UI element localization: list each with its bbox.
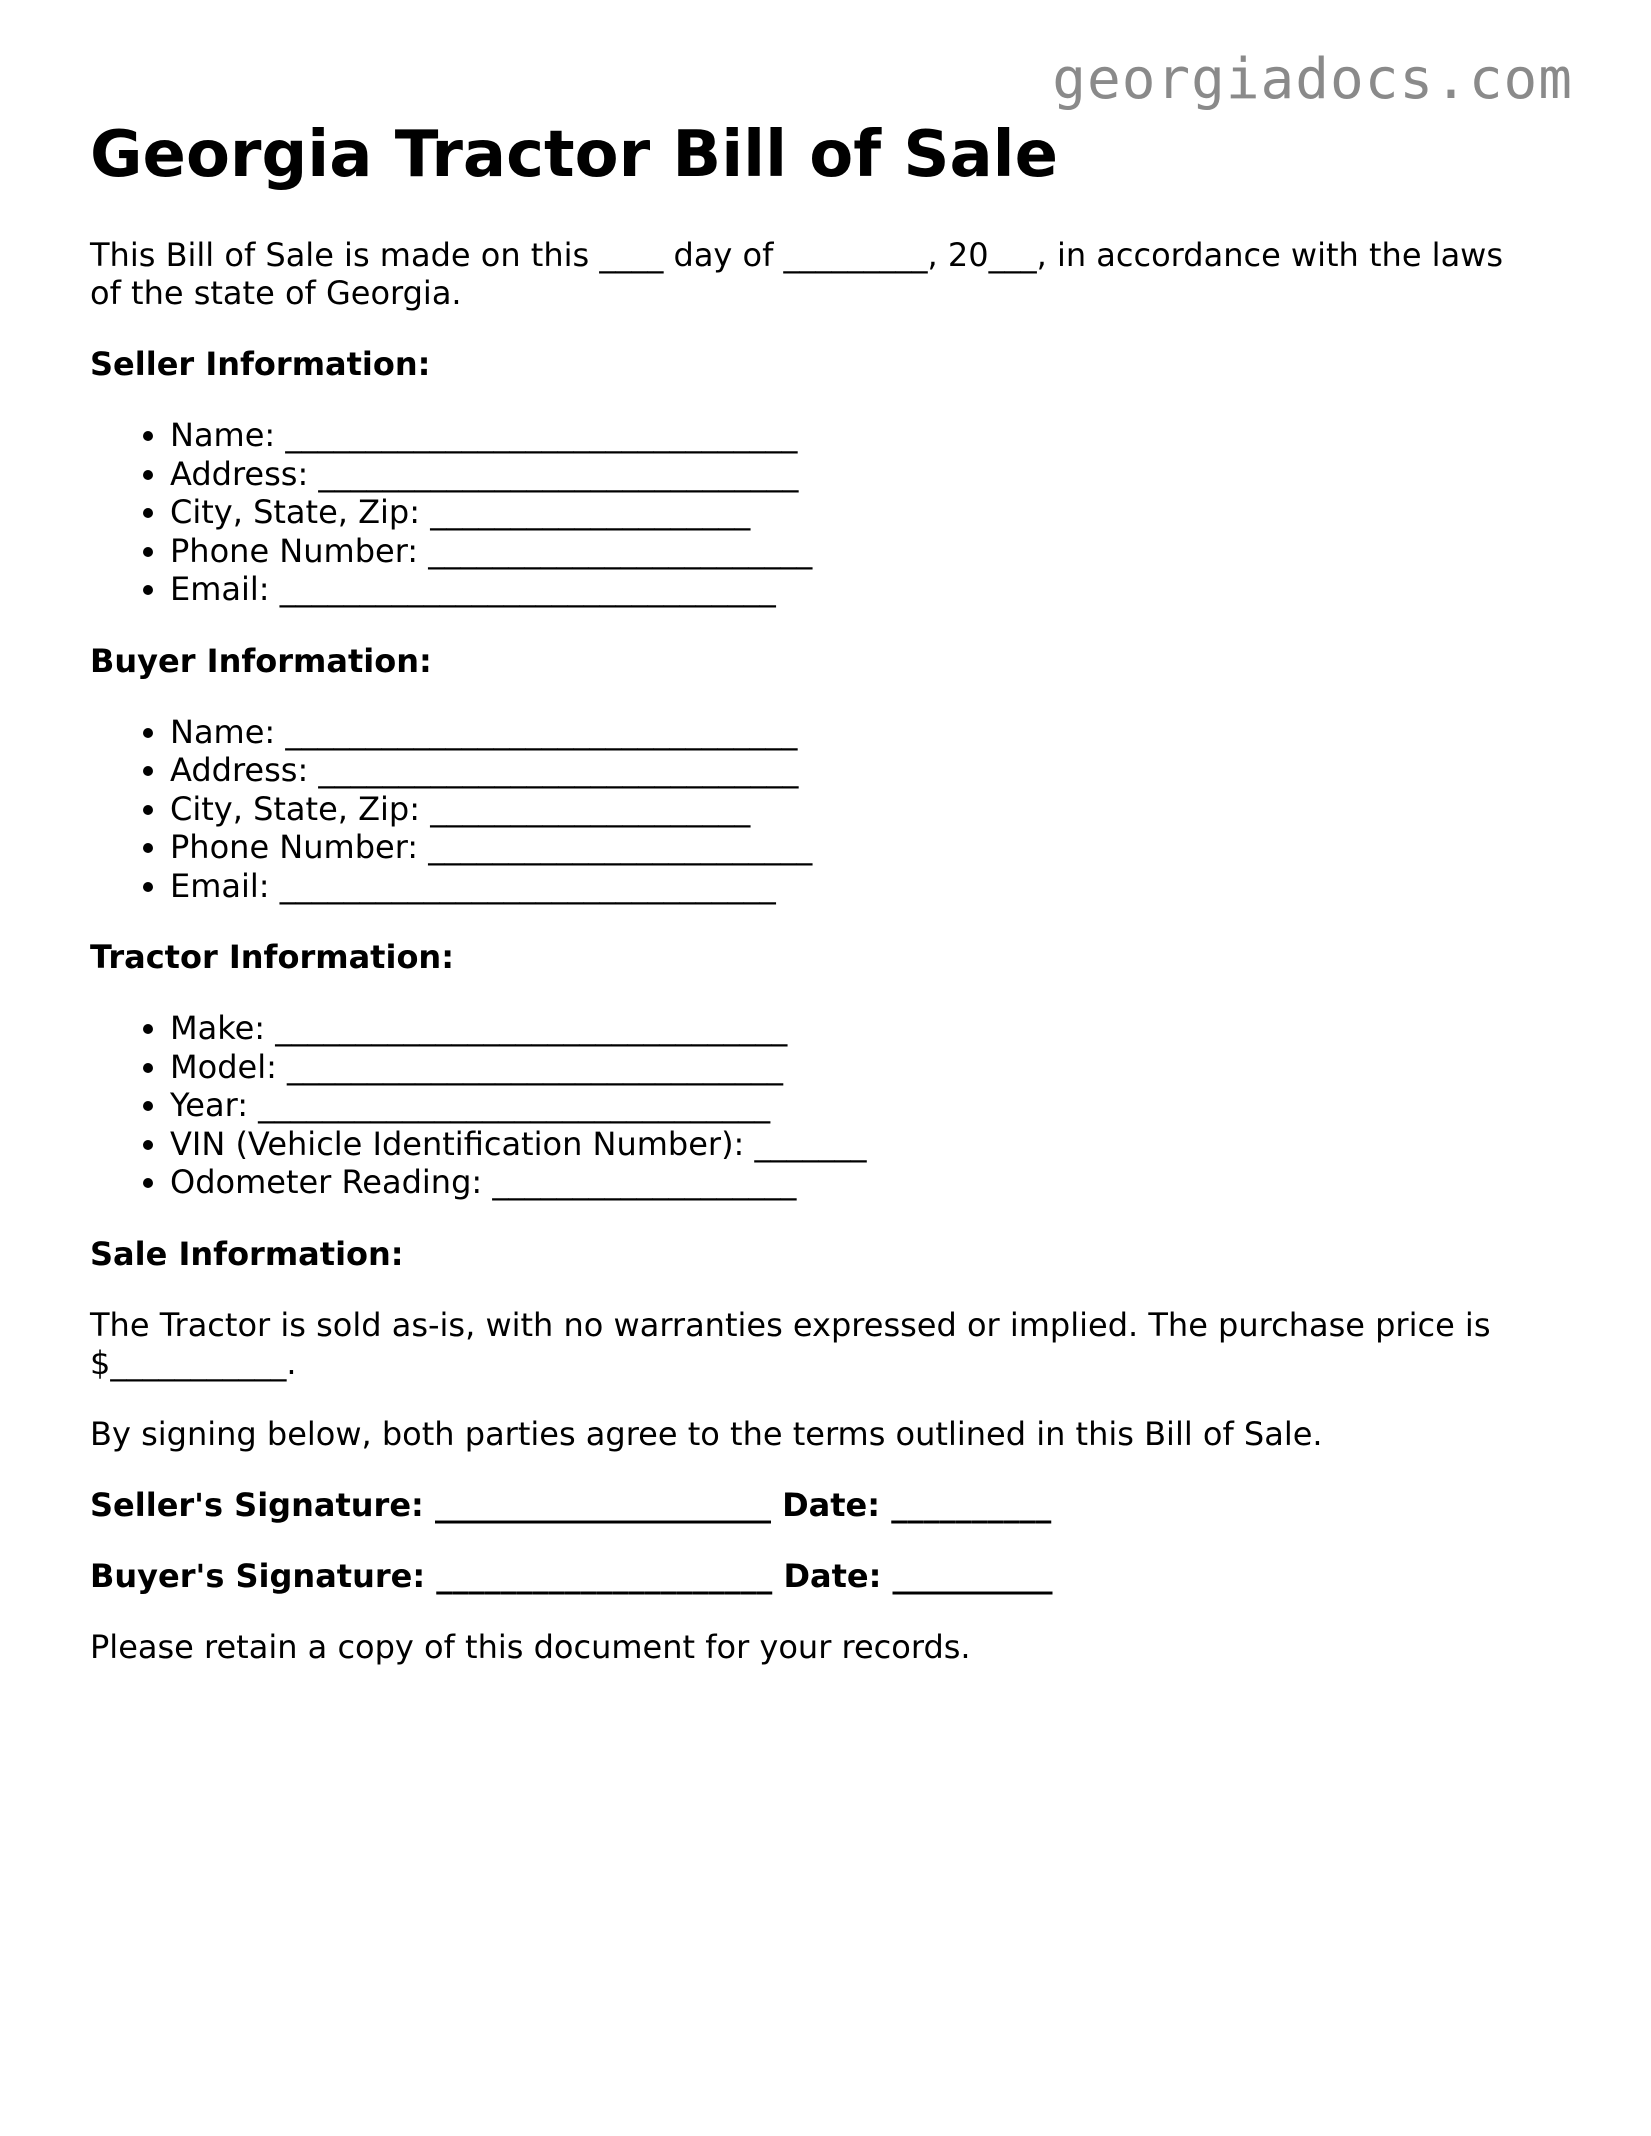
intro-paragraph: This Bill of Sale is made on this ____ day of _________, 20___, in accordance with the laws of the state of Georgia. (90, 236, 1504, 312)
tractor-heading: Tractor Information: (90, 938, 454, 976)
buyer-phone-field: • Phone Number: ________________________ (170, 828, 1570, 867)
seller-email-field: • Email: _______________________________ (170, 570, 1570, 609)
agreement-paragraph: By signing below, both parties agree to the terms outlined in this Bill of Sale. (90, 1414, 1323, 1453)
tractor-year-field: • Year: ________________________________ (170, 1086, 1570, 1125)
buyer-heading: Buyer Information: (90, 641, 432, 680)
tractor-model-field: • Model: _______________________________ (170, 1048, 1570, 1087)
seller-signature-line: Seller's Signature: _____________________ Date: __________ (90, 1485, 1052, 1524)
seller-heading: Seller Information: (90, 345, 431, 383)
tractor-make-field: • Make: ________________________________ (170, 1009, 1570, 1048)
tractor-fields-list (90, 1009, 1570, 1202)
buyer-name-field: • Name: ________________________________ (170, 713, 1570, 752)
sale-heading: Sale Information: (90, 1234, 404, 1273)
tractor-vin-field: • VIN (Vehicle Identification Number): _______ (170, 1125, 1570, 1164)
seller-fields-list (90, 416, 1570, 609)
tractor-odometer-field: • Odometer Reading: ___________________ (170, 1163, 1570, 1202)
footer-note: Please retain a copy of this document for your records. (90, 1627, 971, 1666)
buyer-fields-list (90, 713, 1570, 906)
document-page (90, 112, 1570, 1666)
buyer-email-field: • Email: _______________________________ (170, 867, 1570, 906)
seller-name-field: • Name: ________________________________ (170, 416, 1570, 455)
buyer-signature-line: Buyer's Signature: _____________________ Date: __________ (90, 1556, 1053, 1595)
seller-city-state-zip-field: • City, State, Zip: ____________________ (170, 493, 1570, 532)
page-title: Georgia Tractor Bill of Sale (90, 118, 1058, 192)
buyer-address-field: • Address: ______________________________ (170, 751, 1570, 790)
seller-address-field: • Address: ______________________________ (170, 455, 1570, 494)
buyer-city-state-zip-field: • City, State, Zip: ____________________ (170, 790, 1570, 829)
seller-phone-field: • Phone Number: ________________________ (170, 532, 1570, 571)
watermark: georgiadocs.com (1052, 47, 1573, 112)
sale-terms-paragraph: The Tractor is sold as-is, with no warranties expressed or implied. The purchase price is $___________. (90, 1305, 1491, 1382)
